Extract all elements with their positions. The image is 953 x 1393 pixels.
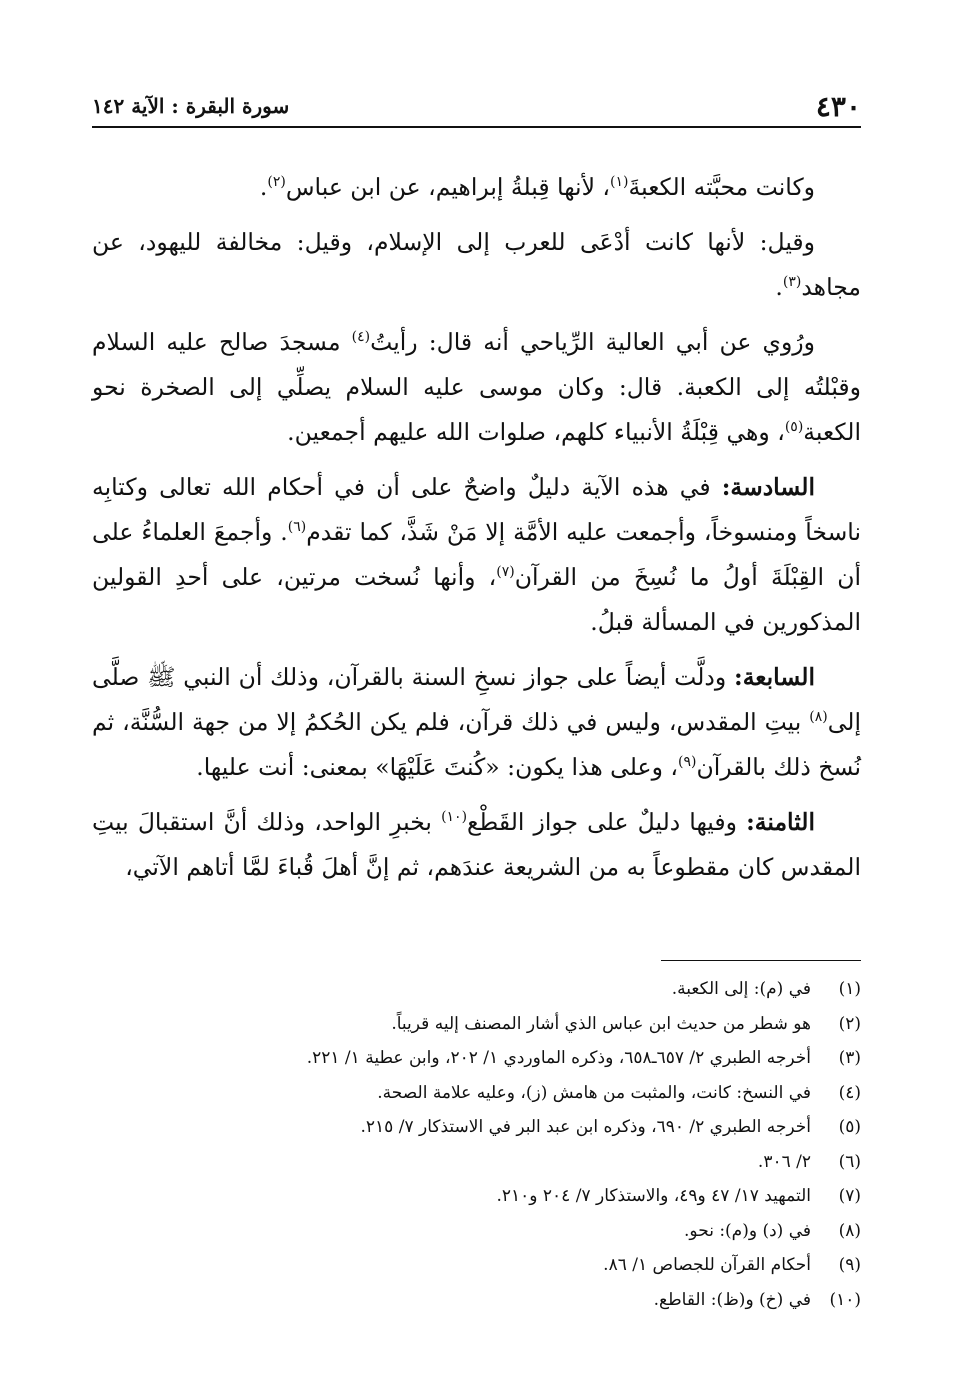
- footnote-ref: (٨): [809, 709, 828, 726]
- paragraph-1: [92, 165, 861, 210]
- footnote-number: (١٠): [829, 1289, 861, 1310]
- footnote: [92, 1076, 861, 1111]
- footnote: [92, 1110, 861, 1145]
- text-run: مسجدَ صالح عليه السلام وقبْلتُه إلى الكعبة. قال: وكان موسى عليه السلام يصلِّي إلى الصخرة نحو الكعبة: [92, 328, 861, 446]
- text-run: ودلَّت أيضاً على جواز نسخِ السنة بالقرآن، وذلك أن النبي ﷺ صلَّى إلى: [92, 663, 861, 736]
- footnote-number: (٨): [838, 1220, 861, 1241]
- footnote-number: (١): [838, 979, 861, 999]
- footnotes: [92, 972, 861, 1317]
- footnote-ref: (١): [610, 174, 629, 191]
- footnote-ref: (٦): [287, 519, 307, 536]
- footnote: [92, 1283, 861, 1318]
- paragraph-6th-issue: [92, 465, 861, 645]
- footnote-ref: (٣): [782, 274, 802, 291]
- section-lead: السادسة:: [721, 473, 815, 501]
- page-header: [92, 86, 861, 128]
- footnote: [92, 1179, 861, 1214]
- footnote: [92, 1214, 861, 1249]
- page-number: ٤٣٠: [815, 89, 861, 123]
- footnote-number: (٩): [838, 1255, 861, 1275]
- footnote-text: في النسخ: كانت، والمثبت من هامش (ز)، وعليه علامة الصحة.: [377, 1082, 811, 1103]
- footnote-ref: (٤): [351, 329, 371, 346]
- text-run: . وأجمعَ العلماءُ على أن القِبْلَةَ أولُ ما نُسِخَ من القرآن: [92, 518, 861, 591]
- running-title: سورة البقرة : الآية ١٤٢: [92, 94, 290, 118]
- footnote-number: (٥): [838, 1117, 861, 1137]
- text-run: ، وهي قِبْلَةُ الأنبياء كلهم، صلوات الله عليهم أجمعين.: [287, 418, 785, 446]
- text-run: .: [775, 273, 783, 301]
- footnote: [92, 1007, 861, 1042]
- footnote-text: أخرجه الطبري ٢/ ٦٩٠، وذكره ابن عبد البر في الاستذكار ٧/ ٢١٥.: [360, 1117, 811, 1137]
- paragraph-8th-issue: [92, 800, 861, 890]
- text-run: وفيها دليلٌ على جواز القَطْع: [467, 808, 747, 836]
- footnote-number: (٢): [838, 1013, 861, 1034]
- footnote-text: هو شطر من حديث ابن عباس الذي أشار المصنف إليه قريباً.: [391, 1013, 811, 1034]
- footnote-number: (٤): [838, 1082, 861, 1103]
- text-run: ، لأنها قِبلةُ إبراهيم، عن ابن عباس: [285, 173, 611, 201]
- footnote: [92, 1145, 861, 1180]
- footnote-text: أحكام القرآن للجصاص ١/ ٨٦.: [603, 1255, 811, 1275]
- footnote-ref: (٢): [267, 174, 286, 191]
- text-run: بخبرِ الواحد، وذلك أنَّ استقبالَ بيتِ المقدس كان مقطوعاً به من الشريعة عندَهم، ثم إنَّ أهلَ قُباءَ لمَّا أتاهم الآتي،: [92, 808, 861, 881]
- footnote-number: (٣): [838, 1048, 861, 1068]
- section-lead: السابعة:: [734, 663, 815, 691]
- footnote: [92, 1041, 861, 1076]
- footnote-ref: (١٠): [441, 809, 468, 826]
- footnote-text: التمهيد ١٧/ ٤٧ و٤٩، والاستذكار ٧/ ٢٠٤ و٢١٠.: [496, 1186, 811, 1206]
- footnote-number: (٦): [838, 1151, 861, 1172]
- footnote: [92, 972, 861, 1007]
- footnote-text: في (م): إلى الكعبة.: [671, 979, 811, 999]
- footnote-text: أخرجه الطبري ٢/ ٦٥٧ـ٦٥٨، وذكره الماوردي ١/ ٢٠٢، وابن عطية ١/ ٢٢١.: [306, 1048, 811, 1068]
- footnote-ref: (٥): [784, 419, 804, 436]
- footnote-text: في (د) و(م): نحو.: [684, 1220, 811, 1241]
- footnote: [92, 1248, 861, 1283]
- text-run: ، وعلى هذا يكون: «كُنتَ عَلَيْهَا» بمعنى: أنت عليها.: [196, 753, 678, 781]
- footnote-text: ٢/ ٣٠٦.: [757, 1151, 811, 1172]
- footnote-text: في (خ) و(ظ): القاطع.: [653, 1289, 811, 1310]
- footnote-ref: (٩): [677, 754, 697, 771]
- text-run: بيتِ المقدس، وليس في ذلك قرآن، فلم يكن الحُكمُ إلا من جهة السُّنَّة، ثم نُسخ ذلك بالقرآن: [92, 708, 861, 781]
- text-run: وقيل: لأنها كانت أدْعَى للعرب إلى الإسلام، وقيل: مخالفة لليهود، عن مجاهد: [92, 228, 861, 301]
- paragraph-3: [92, 320, 861, 455]
- footnote-divider: [661, 960, 861, 961]
- text-run: في هذه الآية دليلٌ واضحٌ على أن في أحكام الله تعالى وكتابِه ناسخاً ومنسوخاً، وأجمعت عليه الأمَّة إلا مَنْ شَذَّ، كما تقدم: [92, 473, 861, 546]
- paragraph-2: [92, 220, 861, 310]
- text-run: ، وأنها نُسخت مرتين، على أحدِ القولين المذكورين في المسألة قبلُ.: [92, 563, 861, 636]
- footnote-ref: (٧): [496, 564, 515, 581]
- text-run: ورُوي عن أبي العالية الرِّياحي أنه قال: رأيتُ: [370, 328, 815, 356]
- footnote-number: (٧): [838, 1186, 861, 1206]
- paragraph-7th-issue: [92, 655, 861, 790]
- text-run: .: [259, 173, 268, 201]
- section-lead: الثامنة:: [746, 808, 815, 836]
- main-text: [92, 165, 861, 900]
- text-run: وكانت محبَّته الكعبةَ: [628, 173, 815, 201]
